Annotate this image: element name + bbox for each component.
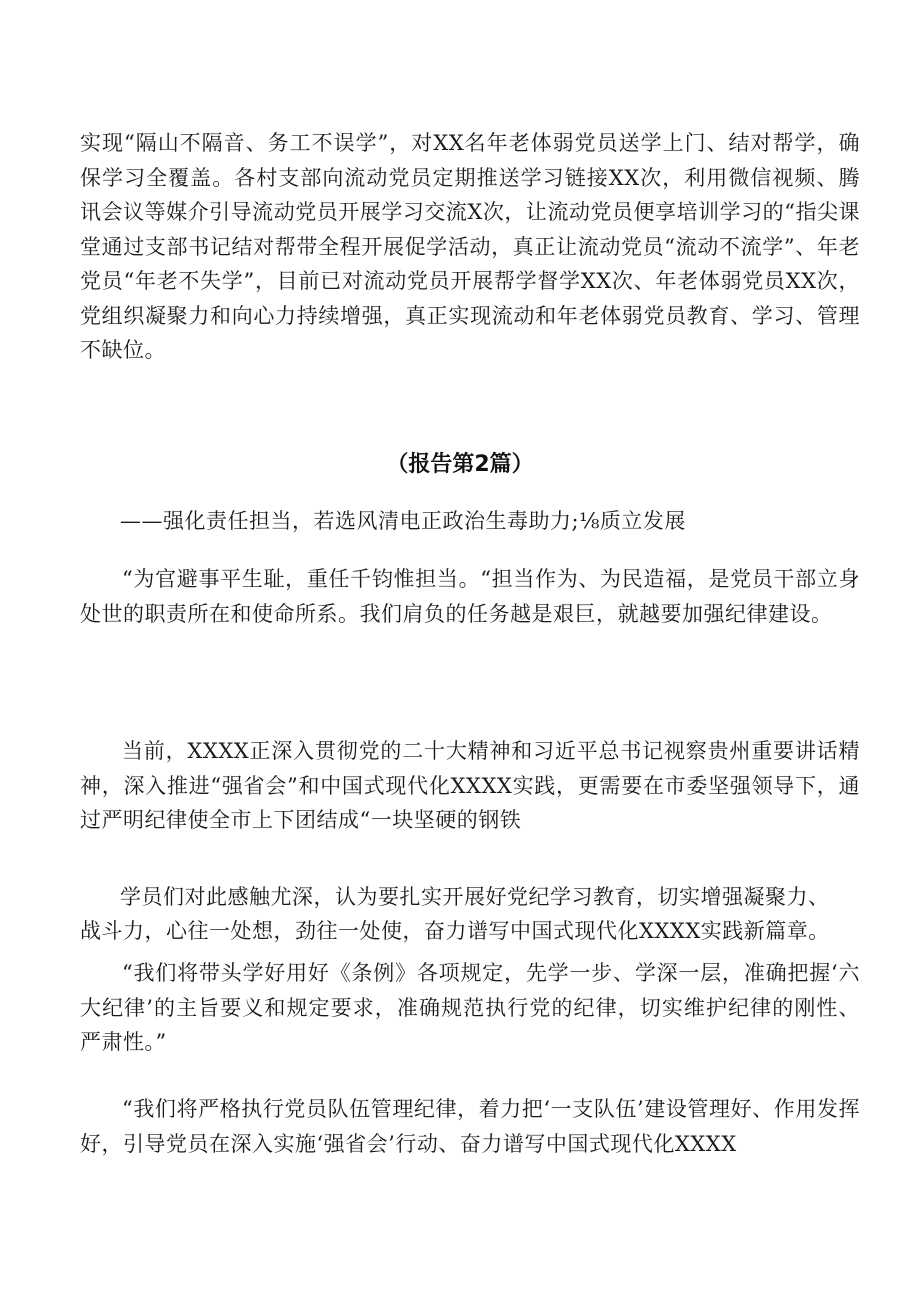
paragraph-body-3: “为官避事平生耻，重任千钧惟担当。“担当作为、为民造福，是党员干部立身处世的职责所在和使命所系。我们肩负的任务越是艰巨，就越要加强纪律建设。 (80, 567, 860, 626)
paragraph-body-1: 实现“隔山不隔音、务工不误学”，对XX名年老体弱党员送学上门、结对帮学，确保学习全覆盖。各村支部向流动党员定期推送学习链接XX次，利用微信视频、腾讯会议等媒介引导流动党员开展学习交流X次，让流动党员便享培训学习的“指尖课堂通过支部书记结对帮带全程开展促学活动，真正让流动党员“流动不流学”、年老党员“年老不失学”，目前已对流动党员开展帮学督学XX次、年老体弱党员XX次，党组织凝聚力和向心力持续增强，真正实现流动和年老体弱党员教育、学习、管理不缺位。 (80, 131, 860, 362)
paragraph-body-5-line-1: 学员们对此感触尤深，认为要扎实开展好党纪学习教育，切实增强凝聚力、 (120, 885, 830, 909)
paragraph-body-7: “我们将严格执行党员队伍管理纪律，着力把‘一支队伍’建设管理好、作用发挥好，引导党员在深入实施‘强省会’行动、奋力谱写中国式现代化XXXX (80, 1097, 860, 1156)
section-heading: （报告第2篇） (386, 452, 534, 477)
paragraph-body-6: “我们将带头学好用好《条例》各项规定，先学一步、学深一层，准确把握‘六大纪律’的主旨要义和规定要求，准确规范执行党的纪律，切实维护纪律的刚性、严肃性。” (80, 961, 860, 1054)
section-subtitle: ——强化责任担当，若选风清电正政治生毒助力;⅛质立发展 (120, 509, 686, 533)
paragraph-body-5-line-2: 战斗力，心往一处想，劲往一处使，奋力谱写中国式现代化XXXX实践新篇章。 (80, 919, 830, 943)
paragraph-body-4: 当前，XXXX正深入贯彻党的二十大精神和习近平总书记视察贵州重要讲话精神，深入推进“强省会”和中国式现代化XXXX实践，更需要在市委坚强领导下，通过严明纪律使全市上下团结成“一块坚硬的钢铁 (80, 739, 860, 832)
